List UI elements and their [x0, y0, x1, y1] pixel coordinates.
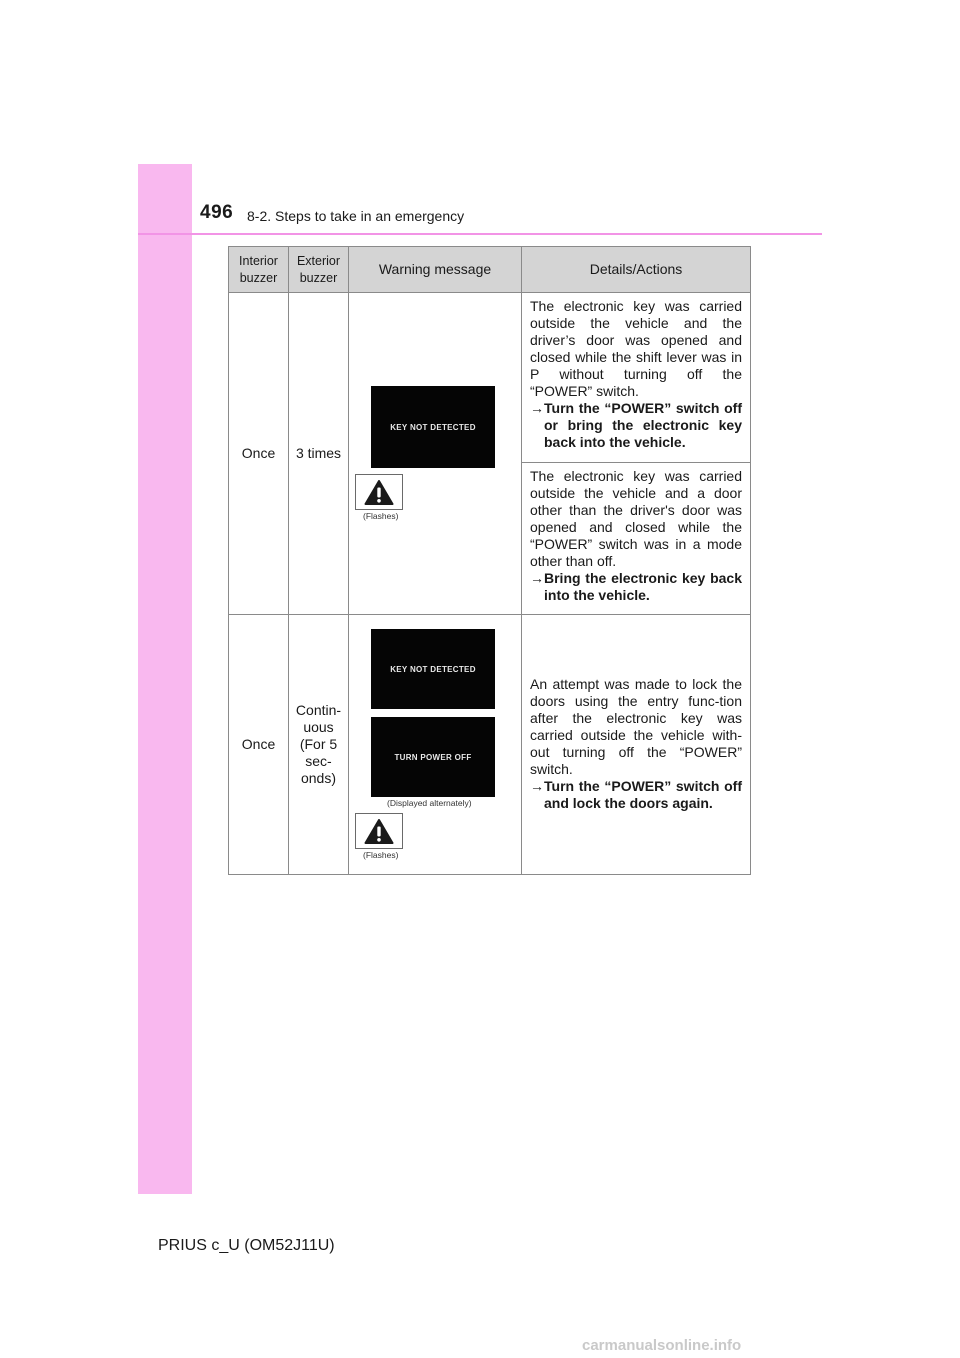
screen-text: KEY NOT DETECTED: [390, 664, 476, 674]
displayed-alternately-caption: (Displayed alternately): [387, 798, 472, 808]
flashes-caption: (Flashes): [363, 850, 399, 860]
action-text: → Turn the “POWER” switch off and lock the doors again.: [530, 778, 742, 811]
interior-buzzer-cell: Once: [229, 615, 289, 875]
table-row: [229, 615, 751, 875]
warning-message-cell: [349, 615, 522, 875]
exterior-buzzer-cell: 3 times: [289, 293, 349, 615]
header-rule: [138, 233, 822, 235]
warning-triangle-icon: [355, 813, 403, 849]
details-cell: [522, 463, 751, 615]
header-interior-buzzer: Interior buzzer: [229, 247, 289, 293]
action-text: → Bring the electronic key back into the vehicle.: [530, 570, 742, 603]
side-tab: [138, 164, 192, 1194]
action-text: → Turn the “POWER” switch off or bring the electronic key back into the vehicle.: [530, 400, 742, 450]
details-cell: [522, 293, 751, 463]
details-cell: [522, 615, 751, 875]
arrow-icon: →: [530, 400, 544, 416]
screen-text: KEY NOT DETECTED: [390, 422, 476, 432]
page-number: 496: [200, 202, 234, 223]
footer-model-code: PRIUS c_U (OM52J11U): [158, 1237, 335, 1254]
exterior-buzzer-cell: Contin- uous (For 5 sec- onds): [289, 615, 349, 875]
display-screen: [371, 629, 495, 709]
detail-text: An attempt was made to lock the doors using the entry func-tion after the electronic key was carried outside the vehicle with-out turning off the “POWER” switch.: [530, 676, 742, 777]
display-screen: [371, 717, 495, 797]
header-exterior-buzzer: Exterior buzzer: [289, 247, 349, 293]
display-screen: [371, 386, 495, 468]
warning-message-cell: [349, 293, 522, 615]
flashes-caption: (Flashes): [363, 511, 399, 521]
detail-text: The electronic key was carried outside the vehicle and the driver’s door was opened and closed while the shift lever was in P without turning off the “POWER” switch.: [530, 298, 742, 399]
header-details-actions: Details/Actions: [522, 247, 751, 293]
section-title: 8-2. Steps to take in an emergency: [247, 208, 465, 224]
warning-table: [228, 246, 751, 875]
table-row: [229, 293, 751, 463]
detail-text: The electronic key was carried outside the vehicle and a door other than the driver's door was opened and closed while the “POWER” switch was in a mode other than off.: [530, 468, 742, 569]
watermark: carmanualsonline.info: [582, 1337, 742, 1354]
screen-text: TURN POWER OFF: [394, 752, 472, 762]
interior-buzzer-cell: Once: [229, 293, 289, 615]
table-header-row: [229, 247, 751, 293]
warning-triangle-icon: [355, 474, 403, 510]
arrow-icon: →: [530, 778, 544, 794]
header-warning-message: Warning message: [349, 247, 522, 293]
arrow-icon: →: [530, 570, 544, 586]
